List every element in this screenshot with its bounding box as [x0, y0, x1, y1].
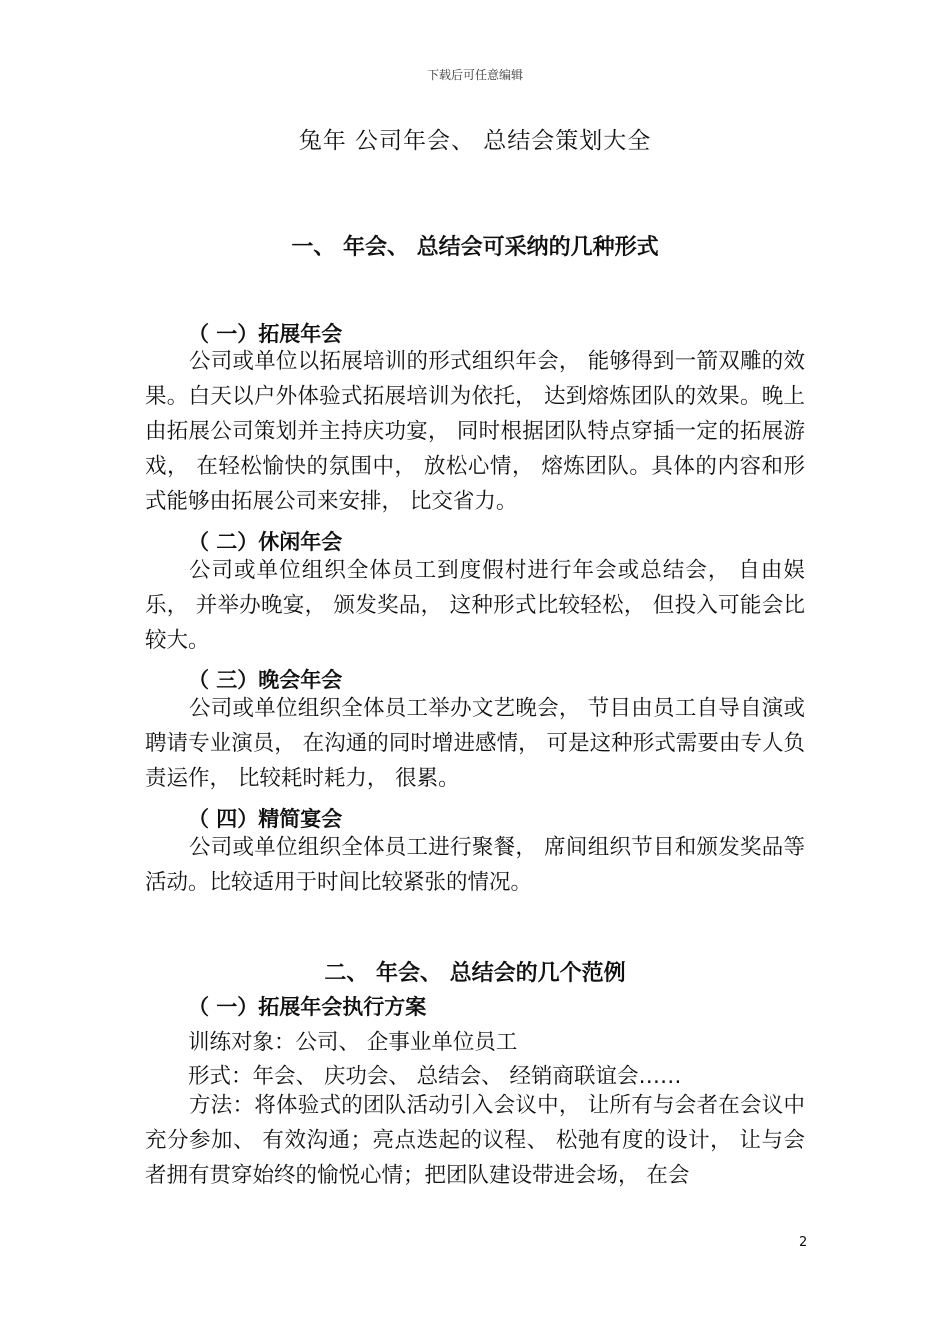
section-2-heading: 二、 年会、 总结会的几个范例 [324, 961, 626, 986]
method-paragraph: 方法：将体验式的团队活动引入会议中， 让所有与会者在会议中充分参加、 有效沟通；亮点迭起的议程、 松弛有度的设计， 让与会者拥有贯穿始终的愉悦心情；把团队建设带进会场， 在会 [145, 1093, 805, 1188]
item-1-heading: （ 一）拓展年会 [188, 322, 343, 346]
training-target-line: 训练对象：公司、 企事业单位员工 [188, 1030, 518, 1055]
item-2-heading: （ 二）休闲年会 [188, 530, 343, 554]
plan-heading: （ 一）拓展年会执行方案 [188, 995, 427, 1019]
item-4-heading: （ 四）精简宴会 [188, 807, 343, 831]
section-1-heading: 一、 年会、 总结会可采纳的几种形式 [291, 235, 659, 260]
item-3-heading: （ 三）晚会年会 [188, 668, 343, 692]
document-title: 兔年 公司年会、 总结会策划大全 [298, 128, 652, 154]
header-note: 下载后可任意编辑 [426, 68, 523, 82]
form-line: 形式：年会、 庆功会、 总结会、 经销商联谊会…… [188, 1064, 682, 1089]
page-number: 2 [799, 1235, 808, 1250]
item-2-paragraph: 公司或单位组织全体员工到度假村进行年会或总结会， 自由娱乐， 并举办晚宴， 颁发奖品， 这种形式比较轻松， 但投入可能会比较大。 [145, 558, 805, 653]
item-4-paragraph: 公司或单位组织全体员工进行聚餐， 席间组织节目和颁发奖品等活动。比较适用于时间比较紧张的情况。 [145, 835, 805, 895]
item-1-paragraph: 公司或单位以拓展培训的形式组织年会， 能够得到一箭双雕的效果。白天以户外体验式拓展培训为依托， 达到熔炼团队的效果。晚上由拓展公司策划并主持庆功宴， 同时根据团队特点穿插一定的拓展游戏， 在轻松愉快的氛围中， 放松心情， 熔炼团队。具体的内容和形式能够由拓展公司来安排， 比交省力。 [145, 349, 805, 514]
item-3-paragraph: 公司或单位组织全体员工举办文艺晚会， 节目由员工自导自演或聘请专业演员， 在沟通的同时增进感情， 可是这种形式需要由专人负责运作， 比较耗时耗力， 很累。 [145, 696, 805, 791]
